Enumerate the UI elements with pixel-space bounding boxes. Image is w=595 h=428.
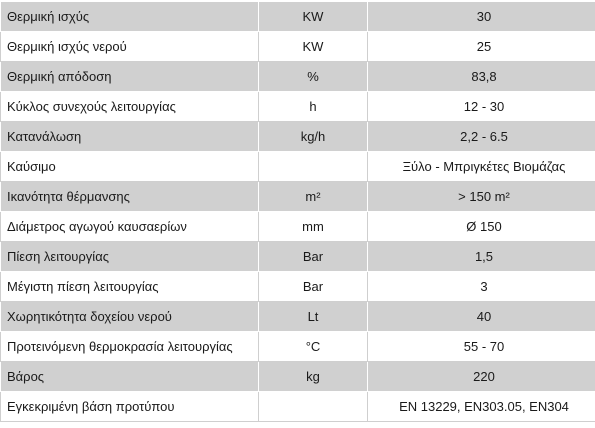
value-cell: Ξύλο - Μπριγκέτες Βιομάζας [368, 152, 595, 182]
parameter-cell: Καύσιμο [1, 152, 259, 182]
unit-cell [259, 392, 368, 422]
value-cell: 25 [368, 32, 595, 62]
unit-cell: kg [259, 362, 368, 392]
value-cell: 40 [368, 302, 595, 332]
table-row [1, 92, 595, 122]
parameter-cell: Προτεινόμενη θερμοκρασία λειτουργίας [1, 332, 259, 362]
parameter-cell: Βάρος [1, 362, 259, 392]
table-row [1, 122, 595, 152]
table-row [1, 212, 595, 242]
table-row [1, 272, 595, 302]
parameter-cell: Θερμική ισχύς [1, 2, 259, 32]
value-cell: 83,8 [368, 62, 595, 92]
unit-cell: Lt [259, 302, 368, 332]
parameter-cell: Ικανότητα θέρμανσης [1, 182, 259, 212]
value-cell: 3 [368, 272, 595, 302]
value-cell: 220 [368, 362, 595, 392]
unit-cell: h [259, 92, 368, 122]
table-row [1, 362, 595, 392]
parameter-cell: Εγκεκριμένη βάση προτύπου [1, 392, 259, 422]
table-row [1, 152, 595, 182]
table-row [1, 182, 595, 212]
unit-cell: Bar [259, 272, 368, 302]
table-row [1, 2, 595, 32]
unit-cell [259, 152, 368, 182]
unit-cell: m² [259, 182, 368, 212]
table-row [1, 332, 595, 362]
parameter-cell: Κατανάλωση [1, 122, 259, 152]
table-row [1, 242, 595, 272]
value-cell: 12 - 30 [368, 92, 595, 122]
parameter-cell: Θερμική ισχύς νερού [1, 32, 259, 62]
unit-cell: kg/h [259, 122, 368, 152]
value-cell: 1,5 [368, 242, 595, 272]
value-cell: 55 - 70 [368, 332, 595, 362]
parameter-cell: Διάμετρος αγωγού καυσαερίων [1, 212, 259, 242]
parameter-cell: Πίεση λειτουργίας [1, 242, 259, 272]
unit-cell: KW [259, 2, 368, 32]
parameter-cell: Μέγιστη πίεση λειτουργίας [1, 272, 259, 302]
value-cell: Ø 150 [368, 212, 595, 242]
unit-cell: °C [259, 332, 368, 362]
value-cell: 2,2 - 6.5 [368, 122, 595, 152]
parameter-cell: Κύκλος συνεχούς λειτουργίας [1, 92, 259, 122]
table-row [1, 392, 595, 422]
value-cell: > 150 m² [368, 182, 595, 212]
value-cell: EN 13229, EN303.05, EN304 [368, 392, 595, 422]
parameter-cell: Χωρητικότητα δοχείου νερού [1, 302, 259, 332]
value-cell: 30 [368, 2, 595, 32]
unit-cell: % [259, 62, 368, 92]
unit-cell: Bar [259, 242, 368, 272]
unit-cell: mm [259, 212, 368, 242]
parameter-cell: Θερμική απόδοση [1, 62, 259, 92]
table-row [1, 302, 595, 332]
table-row [1, 32, 595, 62]
table-row [1, 62, 595, 92]
spec-table [0, 1, 595, 422]
unit-cell: KW [259, 32, 368, 62]
